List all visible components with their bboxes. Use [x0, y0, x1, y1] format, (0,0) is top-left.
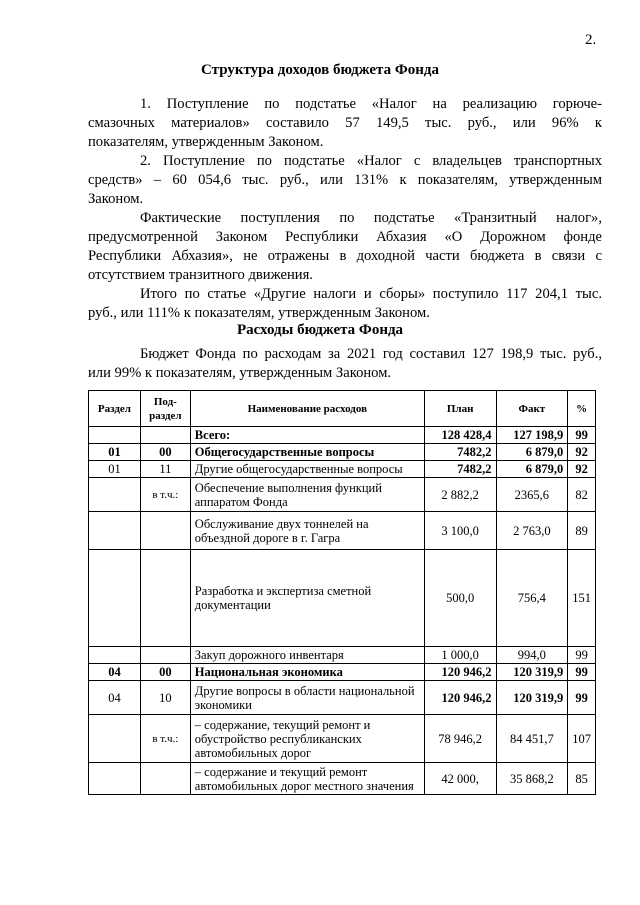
header-plan: План [424, 391, 496, 427]
cell-section [89, 427, 141, 444]
cell-section [89, 478, 141, 512]
cell-section: 04 [89, 681, 141, 715]
cell-name: Другие общегосударственные вопросы [190, 461, 424, 478]
cell-name: Обслуживание двух тоннелей на объездной дороге в г. Гагра [190, 512, 424, 550]
cell-section: 01 [89, 444, 141, 461]
cell-section [89, 715, 141, 763]
paragraph-expenses-summary [88, 345, 602, 383]
text-line: средств» – 60 054,6 тыс. руб., или 131% к показателям, утвержденным [88, 172, 602, 188]
text-line: Законом. [88, 191, 144, 207]
paragraph-total-other-taxes [88, 285, 602, 323]
table-row [89, 461, 596, 478]
cell-pct: 92 [568, 461, 596, 478]
text-line: смазочных материалов» составило 57 149,5 тыс. руб., или 96% к [88, 115, 602, 131]
cell-fact: 6 879,0 [496, 461, 568, 478]
table-row [89, 478, 596, 512]
cell-pct: 99 [568, 647, 596, 664]
cell-plan: 78 946,2 [424, 715, 496, 763]
cell-pct: 151 [568, 550, 596, 647]
cell-fact: 756,4 [496, 550, 568, 647]
cell-name: – содержание и текущий ремонт автомобильных дорог местного значения [190, 763, 424, 795]
cell-pct: 85 [568, 763, 596, 795]
cell-name: Общегосударственные вопросы [190, 444, 424, 461]
cell-subsection: 10 [140, 681, 190, 715]
cell-fact: 6 879,0 [496, 444, 568, 461]
cell-plan: 3 100,0 [424, 512, 496, 550]
cell-fact: 2 763,0 [496, 512, 568, 550]
cell-plan: 7482,2 [424, 461, 496, 478]
cell-plan: 42 000, [424, 763, 496, 795]
cell-plan: 128 428,4 [424, 427, 496, 444]
text-line: Бюджет Фонда по расходам за 2021 год составил 127 198,9 тыс. руб., [140, 346, 602, 362]
cell-section: 01 [89, 461, 141, 478]
cell-subsection: в т.ч.: [140, 478, 190, 512]
cell-pct: 89 [568, 512, 596, 550]
cell-subsection [140, 647, 190, 664]
cell-name: Разработка и экспертиза сметной документации [190, 550, 424, 647]
cell-plan: 2 882,2 [424, 478, 496, 512]
expenses-table [88, 390, 596, 795]
text-line: Республики Абхазия», не отражены в доходной части бюджета в связи с [88, 248, 602, 264]
cell-pct: 99 [568, 664, 596, 681]
cell-subsection: 00 [140, 444, 190, 461]
text-line: руб., или 111% к показателям, утвержденным Законом. [88, 305, 430, 321]
paragraph-fuel-tax [88, 95, 602, 152]
table-row [89, 647, 596, 664]
cell-name: Закуп дорожного инвентаря [190, 647, 424, 664]
cell-subsection: в т.ч.: [140, 715, 190, 763]
header-subsection: Под- раздел [140, 391, 190, 427]
cell-section [89, 512, 141, 550]
header-name: Наименование расходов [190, 391, 424, 427]
cell-fact: 120 319,9 [496, 664, 568, 681]
cell-subsection [140, 427, 190, 444]
cell-plan: 7482,2 [424, 444, 496, 461]
table-row [89, 427, 596, 444]
cell-fact: 994,0 [496, 647, 568, 664]
header-section: Раздел [89, 391, 141, 427]
header-pct: % [568, 391, 596, 427]
cell-section [89, 763, 141, 795]
text-line: или 99% к показателям, утвержденным Законом. [88, 365, 392, 381]
cell-pct: 107 [568, 715, 596, 763]
cell-subsection [140, 550, 190, 647]
expenses-heading: Расходы бюджета Фонда [236, 322, 404, 338]
text-line: Фактические поступления по подстатье «Транзитный налог», [140, 210, 602, 226]
table-row [89, 664, 596, 681]
cell-plan: 120 946,2 [424, 681, 496, 715]
text-line: отсутствием транзитного движения. [88, 267, 313, 283]
cell-subsection: 11 [140, 461, 190, 478]
table-row [89, 681, 596, 715]
cell-fact: 35 868,2 [496, 763, 568, 795]
table-header-row [89, 391, 596, 427]
income-structure-heading: Структура доходов бюджета Фонда [201, 62, 439, 78]
table-row [89, 763, 596, 795]
cell-pct: 99 [568, 427, 596, 444]
cell-section: 04 [89, 664, 141, 681]
cell-name: Всего: [190, 427, 424, 444]
cell-fact: 120 319,9 [496, 681, 568, 715]
cell-name: Обеспечение выполнения функций аппаратом Фонда [190, 478, 424, 512]
cell-subsection: 00 [140, 664, 190, 681]
paragraph-vehicle-tax [88, 152, 602, 209]
paragraph-transit-tax [88, 209, 602, 285]
page-number: 2. [585, 32, 597, 48]
cell-pct: 99 [568, 681, 596, 715]
cell-name: Другие вопросы в области национальной экономики [190, 681, 424, 715]
text-line: показателям, утвержденным Законом. [88, 134, 324, 150]
text-line: 2. Поступление по подстатье «Налог с владельцев транспортных [140, 153, 602, 169]
cell-fact: 2365,6 [496, 478, 568, 512]
text-line: 1. Поступление по подстатье «Налог на реализацию горюче- [140, 96, 602, 112]
header-fact: Факт [496, 391, 568, 427]
cell-plan: 1 000,0 [424, 647, 496, 664]
cell-section [89, 647, 141, 664]
cell-subsection [140, 512, 190, 550]
table-row [89, 715, 596, 763]
table-row [89, 444, 596, 461]
cell-plan: 120 946,2 [424, 664, 496, 681]
table-row [89, 550, 596, 647]
text-line: предусмотренной Законом Республики Абхазия «О Дорожном фонде [88, 229, 602, 245]
cell-name: – содержание, текущий ремонт и обустройство республиканских автомобильных дорог [190, 715, 424, 763]
cell-pct: 82 [568, 478, 596, 512]
text-line: Итого по статье «Другие налоги и сборы» поступило 117 204,1 тыс. [140, 286, 602, 302]
cell-name: Национальная экономика [190, 664, 424, 681]
cell-fact: 84 451,7 [496, 715, 568, 763]
cell-fact: 127 198,9 [496, 427, 568, 444]
cell-subsection [140, 763, 190, 795]
cell-section [89, 550, 141, 647]
table-row [89, 512, 596, 550]
cell-pct: 92 [568, 444, 596, 461]
cell-plan: 500,0 [424, 550, 496, 647]
